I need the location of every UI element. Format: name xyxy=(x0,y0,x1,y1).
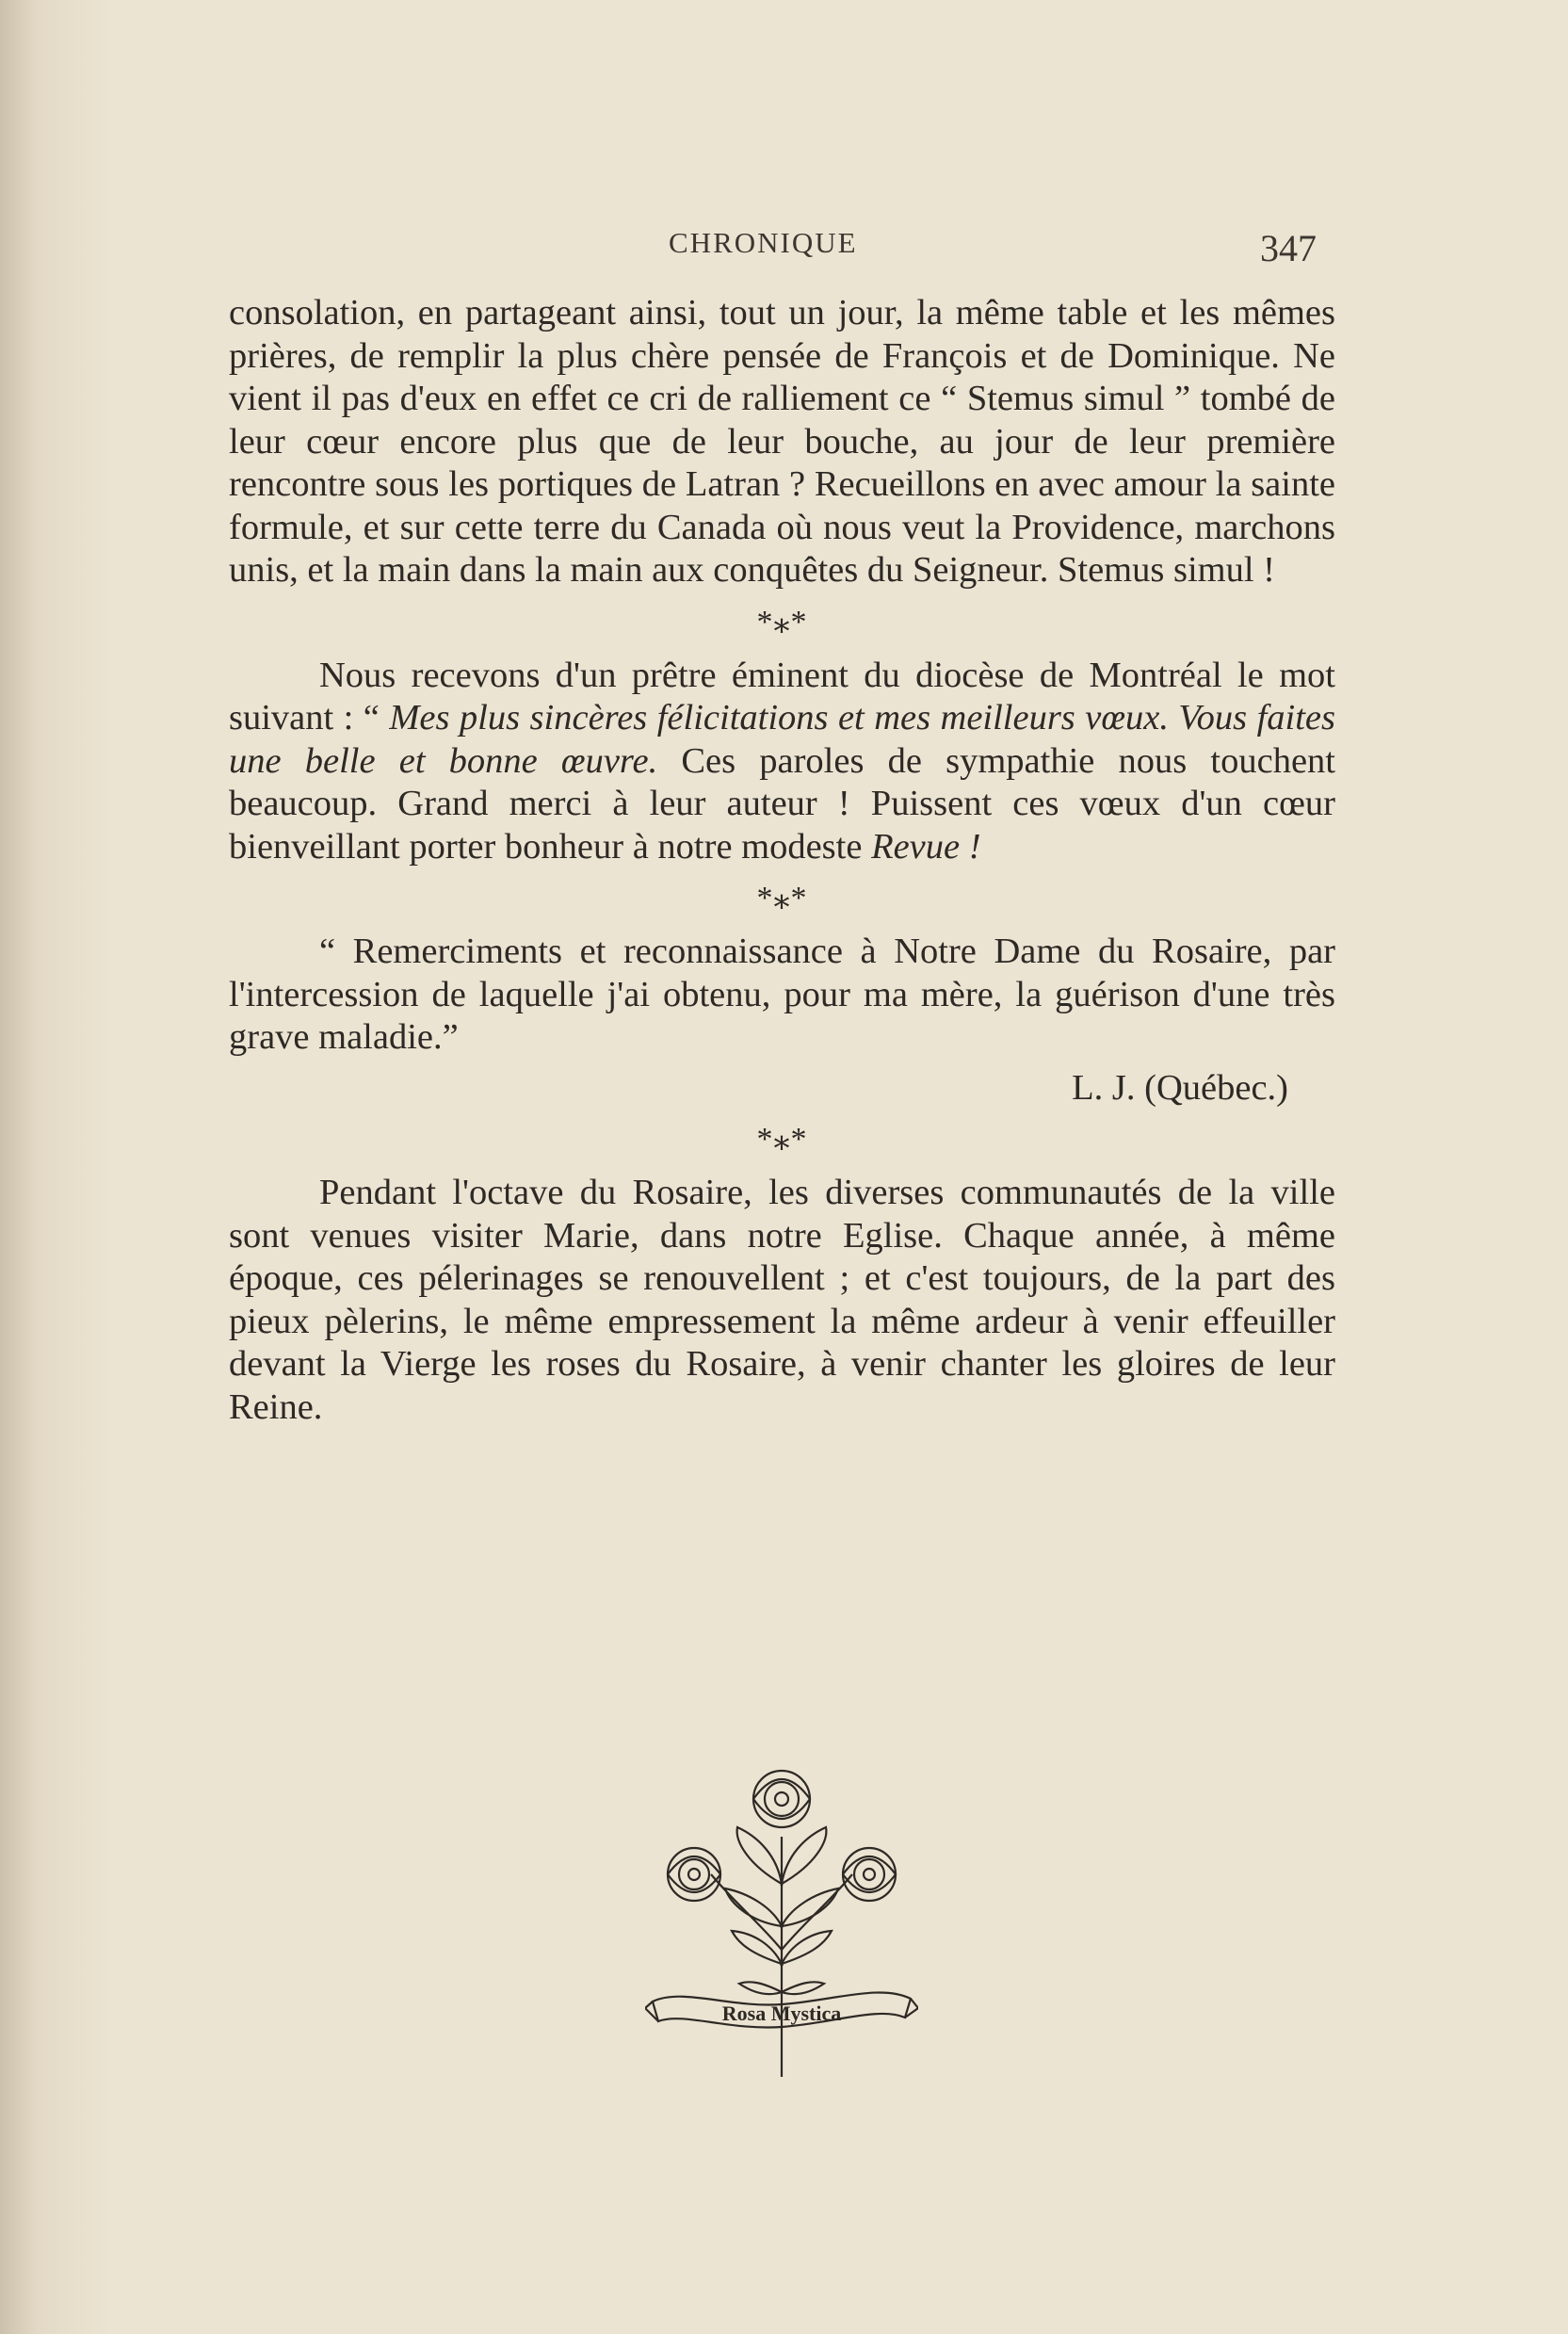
page-number: 347 xyxy=(1260,227,1317,269)
signature: L. J. (Québec.) xyxy=(1072,1067,1288,1108)
paragraph-remerciments: “ Remerciments et reconnaissance à Notre Dame du Rosaire, par l'intercession de laquelle j'ai obtenu, pour ma mère, la guérison d'une très grave maladie.” xyxy=(229,932,1335,1057)
paragraph-felicitations xyxy=(229,655,1335,869)
section-separator: *⁎* xyxy=(756,1122,808,1157)
felicitations-quote: Mes plus sincères félicitations et mes meilleurs vœux. Vous faites une belle et bonne œuvre. xyxy=(229,698,1336,781)
felicitations-rest: Ces paroles de sympathie nous touchent beaucoup. Grand merci à leur auteur ! Puissent ces vœux d'un cœur bienveillant porter bonheur à notre modeste xyxy=(229,740,1335,867)
paragraph-rosaire: Pendant l'octave du Rosaire, les diverses communautés de la ville sont venues visiter Marie, dans notre Eglise. Chaque année, à même époque, ces pélerinages se renouvellent ; et c'est toujours, de la part des pieux pèlerins, le même empressement la même ardeur à venir effeuiller devant la Vierge les roses du Rosaire, à venir chanter les gloires de leur Reine. xyxy=(229,1173,1335,1427)
rose-bouquet-icon xyxy=(645,1761,918,2082)
body-text xyxy=(229,292,1335,1429)
section-separator: *⁎* xyxy=(756,881,808,916)
revue-title: Revue ! xyxy=(871,826,981,867)
section-separator: *⁎* xyxy=(756,604,808,640)
paragraph-continued: consolation, en partageant ainsi, tout un jour, la même table et les mêmes prières, de remplir la plus chère pensée de François et de Dominique. Ne vient il pas d'eux en effet ce cri de ralliement ce “ Stemus simul ” tombé de leur cœur encore plus que de leur bouche, au jour de leur première rencontre sous les portiques de Latran ? Recueillons en avec amour la sainte formule, et sur cette terre du Canada où nous veut la Providence, marchons unis, et la main dans la main aux conquêtes du Seigneur. Stemus simul ! xyxy=(229,293,1335,590)
running-head xyxy=(0,226,1568,283)
running-title: CHRONIQUE xyxy=(669,226,858,259)
banner-text: Rosa Mystica xyxy=(721,2002,842,2025)
felicitations-intro: Nous recevons d'un prêtre éminent du diocèse de Montréal le mot suivant : “ xyxy=(229,655,1335,737)
